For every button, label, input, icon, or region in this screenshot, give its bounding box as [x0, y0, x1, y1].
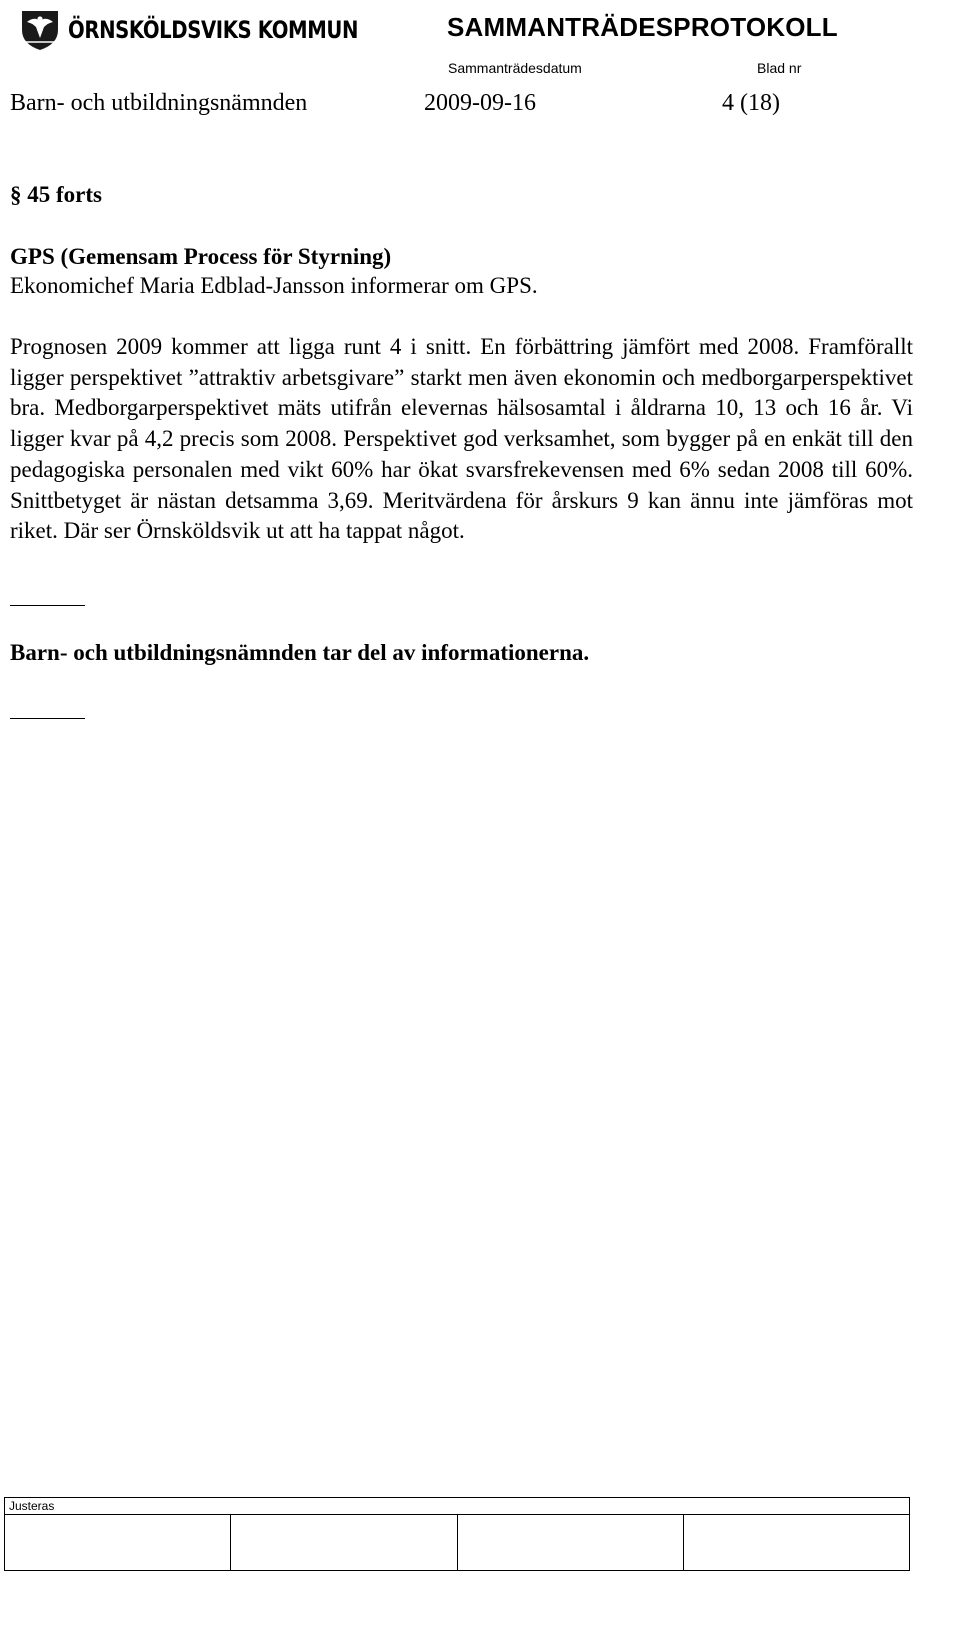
decision-text: Barn- och utbildningsnämnden tar del av informationerna. [10, 640, 590, 665]
document-title: SAMMANTRÄDESPROTOKOLL [447, 12, 838, 42]
separator-line [10, 605, 85, 606]
signature-cell [230, 1515, 456, 1570]
page-number: 4 (18) [722, 90, 780, 116]
signature-cell [5, 1515, 230, 1570]
signature-label: Justeras [9, 1499, 55, 1513]
municipality-logo [18, 8, 359, 52]
page-number-label: Blad nr [757, 60, 802, 76]
coat-of-arms-icon [18, 8, 62, 52]
meeting-date: 2009-09-16 [424, 90, 536, 116]
committee-name: Barn- och utbildningsnämnden [10, 90, 308, 116]
item-subtitle: Ekonomichef Maria Edblad-Jansson informerar om GPS. [10, 273, 538, 298]
separator-line [10, 718, 85, 719]
section-heading: § 45 forts [10, 182, 102, 207]
signature-cell [457, 1515, 683, 1570]
signature-box [4, 1497, 910, 1571]
signature-cell [683, 1515, 909, 1570]
meeting-date-label: Sammanträdesdatum [448, 60, 582, 76]
municipality-name: ÖRNSKÖLDSVIKS KOMMUN [68, 16, 359, 44]
body-paragraph: Prognosen 2009 kommer att ligga runt 4 i snitt. En förbättring jämfört med 2008. Framförallt ligger perspektivet ”attraktiv arbetsgivare” starkt men även ekonomin och medborgarperspektivet bra. Medborgarperspektivet mäts utifrån elevernas hälsosamtal i åldrarna 10, 13 och 16 år. Vi ligger kvar på 4,2 precis som 2008. Perspektivet god verksamhet, som bygger på en enkät till den pedagogiska personalen med vikt 60% har ökat svarsfrekevensen med 6% sedan 2008 till 60%. Snittbetyget är nästan detsamma 3,69. Meritvärdena för årskurs 9 kan ännu inte jämföras mot riket. Där ser Örnsköldsvik ut att ha tappat något. [10, 334, 913, 544]
signature-row [5, 1514, 909, 1570]
item-title: GPS (Gemensam Process för Styrning) [10, 244, 392, 269]
